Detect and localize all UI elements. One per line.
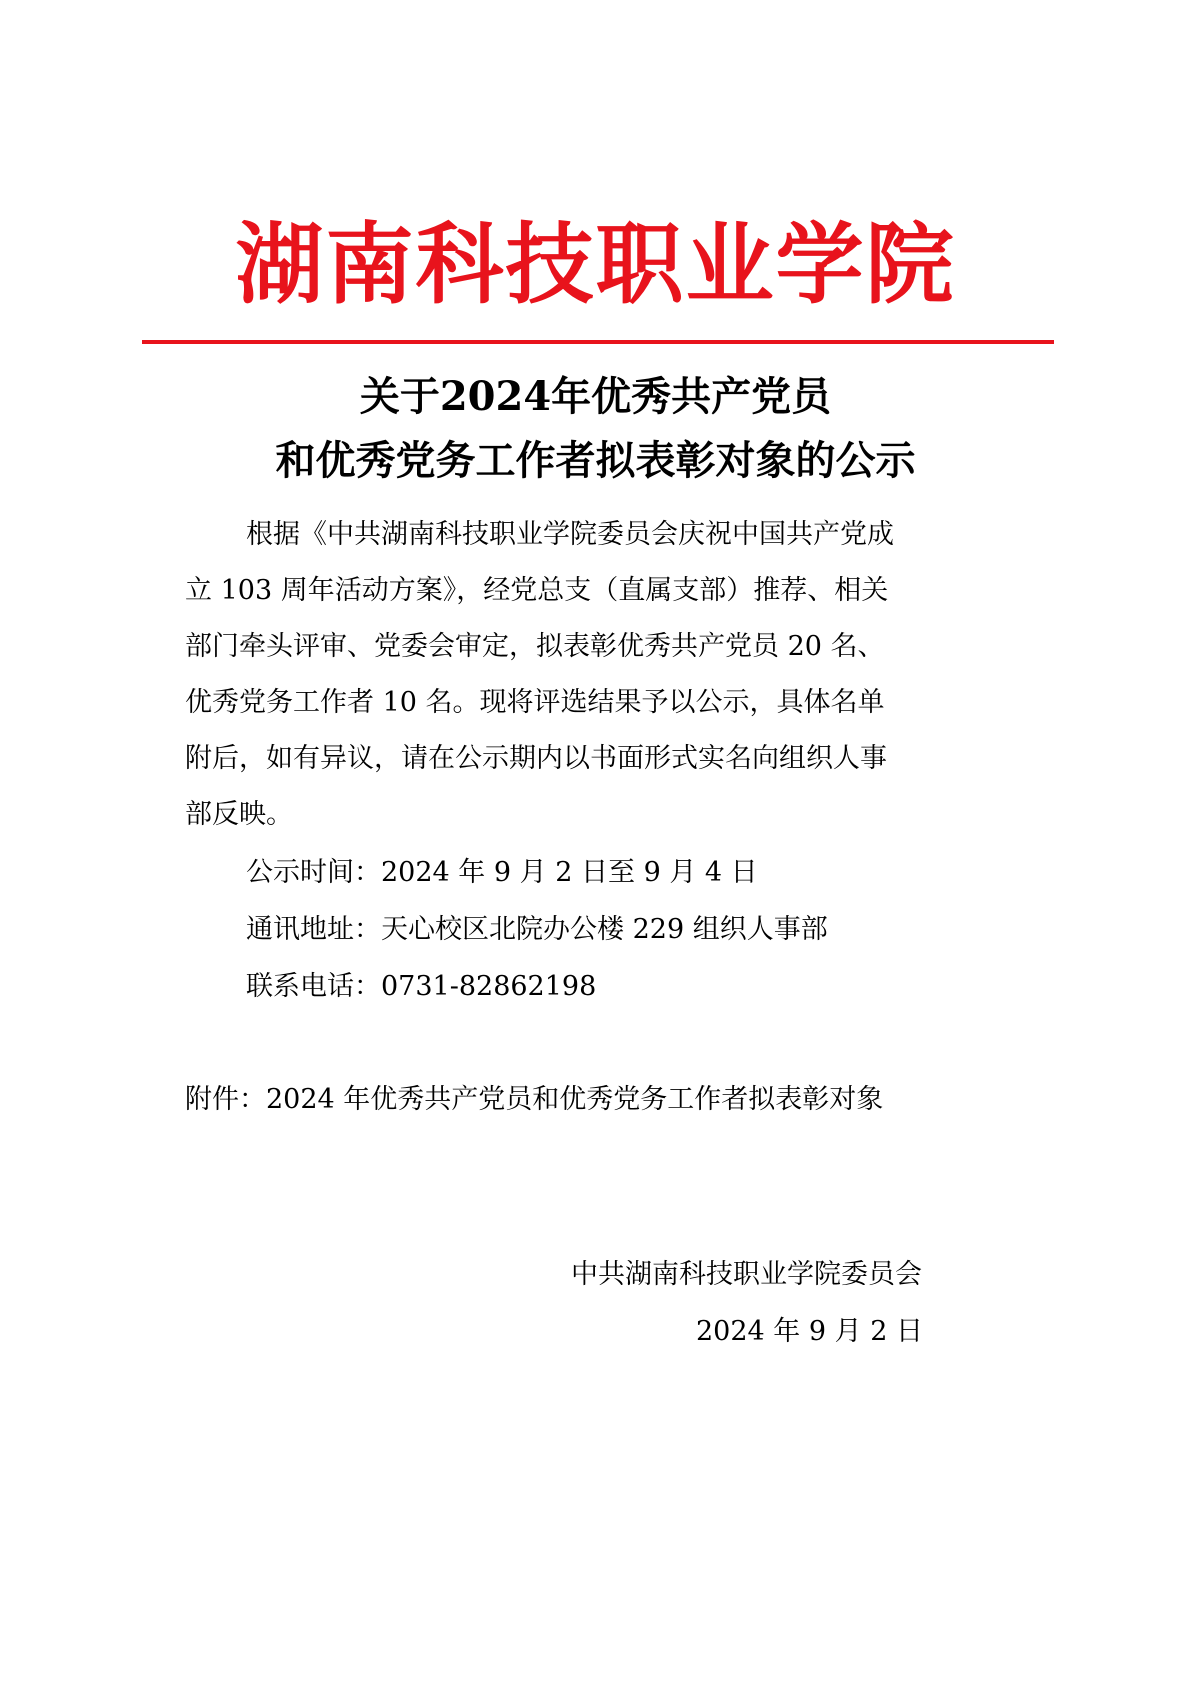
issuer-signature: 中共湖南科技职业学院委员会 xyxy=(571,1259,922,1290)
paragraph-line: 部门牵头评审、党委会审定，拟表彰优秀共产党员 20 名、 xyxy=(185,631,885,662)
paragraph-line: 部反映。 xyxy=(185,799,293,830)
document-title-line-1: 关于2024年优秀共产党员 xyxy=(359,373,832,420)
paragraph-line: 附后，如有异议，请在公示期内以书面形式实名向组织人事 xyxy=(185,743,887,774)
paragraph-line: 优秀党务工作者 10 名。现将评选结果予以公示，具体名单 xyxy=(185,687,885,718)
notice-time: 公示时间：2024 年 9 月 2 日至 9 月 4 日 xyxy=(246,857,758,888)
issue-date: 2024 年 9 月 2 日 xyxy=(696,1316,923,1347)
paragraph-line: 立 103 周年活动方案》，经党总支（直属支部）推荐、相关 xyxy=(185,575,889,606)
header-divider xyxy=(142,340,1054,344)
document-title-line-2: 和优秀党务工作者拟表彰对象的公示 xyxy=(275,437,916,484)
paragraph-line: 根据《中共湖南科技职业学院委员会庆祝中国共产党成 xyxy=(246,519,894,550)
contact-phone: 联系电话：0731-82862198 xyxy=(246,971,597,1002)
attachment-note: 附件：2024 年优秀共产党员和优秀党务工作者拟表彰对象 xyxy=(185,1084,884,1115)
org-header-title: 湖南科技职业学院 xyxy=(235,213,956,316)
contact-address: 通讯地址：天心校区北院办公楼 229 组织人事部 xyxy=(246,914,828,945)
